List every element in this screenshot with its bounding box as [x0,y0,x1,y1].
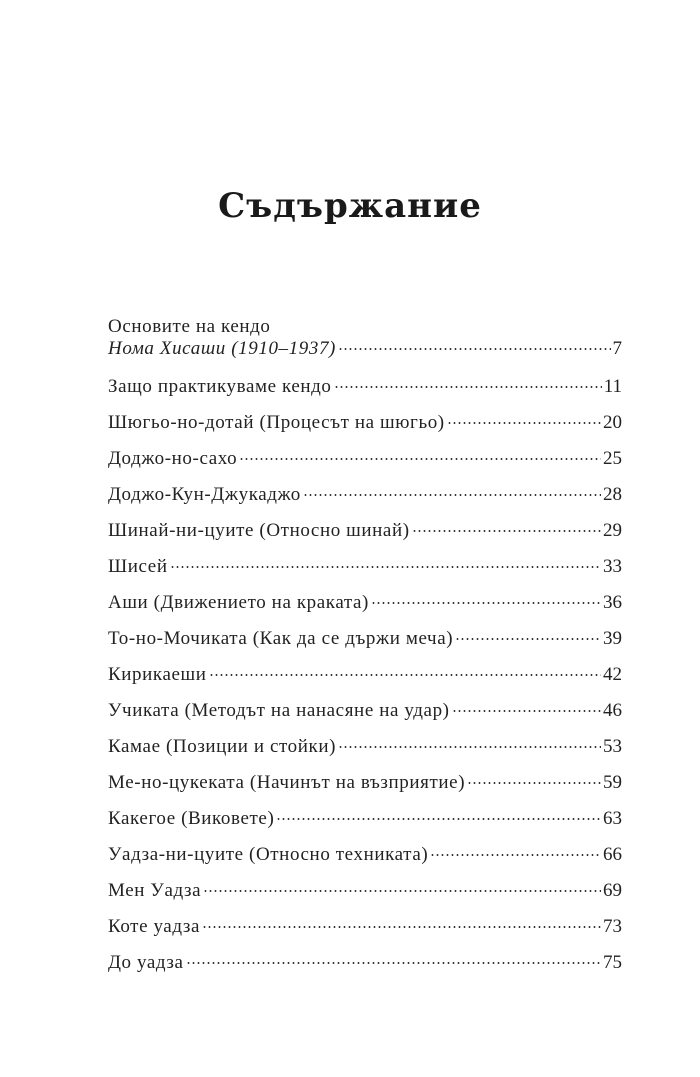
dot-leader [203,890,601,892]
dot-leader [412,530,601,532]
toc-entry [108,556,622,578]
toc-line [108,628,622,650]
dot-leader [202,926,601,928]
toc-entry-title: Доджо-Кун-Джукаджо [108,484,301,505]
toc-line [108,808,622,830]
toc-page-number: 46 [603,700,622,721]
toc-entry-title: Мен Уадза [108,880,202,901]
toc-page-number: 29 [603,520,622,541]
toc-list [108,376,622,974]
toc-page-number: 42 [603,664,622,685]
toc-page-number: 63 [603,808,622,829]
toc-entry-title: Кирикаеши [108,664,207,685]
toc-entry [108,808,622,830]
toc-entry-title: Учиката (Методът на нанасяне на удар) [108,700,450,721]
toc-line [108,664,622,686]
dot-leader [334,386,602,388]
toc-entry [108,484,622,506]
dot-leader [303,494,601,496]
toc-line [108,952,622,974]
toc-line [108,448,622,470]
toc-entry [108,844,622,866]
toc-entry [108,772,622,794]
toc-entry-title: Коте уадза [108,916,200,937]
toc-page-number: 59 [603,772,622,793]
toc-entry [108,664,622,686]
toc-entry [108,916,622,938]
toc-page-number: 25 [603,448,622,469]
toc-line [108,412,622,434]
toc-entry [108,700,622,722]
toc-entry-title: Аши (Движението на краката) [108,592,369,613]
toc-entry [108,736,622,758]
toc-entry [108,592,622,614]
dot-leader [170,566,601,568]
toc-page-number: 69 [603,880,622,901]
table-of-contents [108,316,622,988]
toc-line [108,520,622,542]
dot-leader [455,638,601,640]
toc-entry-title: Камае (Позиции и стойки) [108,736,337,757]
toc-entry-title: До уадза [108,952,184,973]
toc-entry-title: Защо практикуваме кендо [108,376,332,397]
page-title: Съдържание [218,186,482,226]
toc-line [108,736,622,758]
toc-line [108,772,622,794]
toc-entry-title: Шюгьо-но-дотай (Процесът на шюгьо) [108,412,445,433]
toc-line [108,484,622,506]
toc-entry-title: То-но-Мочиката (Как да се държи меча) [108,628,454,649]
toc-entry-title: Ме-но-цукеката (Начинът на възприятие) [108,772,466,793]
toc-page-number: 20 [603,412,622,433]
toc-entry [108,880,622,902]
dot-leader [447,422,601,424]
toc-entry [108,316,622,360]
dot-leader [186,962,601,964]
toc-line [108,880,622,902]
toc-entry [108,628,622,650]
toc-line [108,592,622,614]
dot-leader [430,854,601,856]
toc-entry-subtitle: Нома Хисаши (1910–1937) [108,338,336,359]
toc-line [108,376,622,398]
dot-leader [371,602,601,604]
toc-entry-title: Шисей [108,556,168,577]
toc-entry [108,952,622,974]
toc-page-number: 11 [603,376,622,397]
dot-leader [239,458,601,460]
toc-line [108,916,622,938]
dot-leader [338,746,601,748]
toc-entry-title: Шинай-ни-цуите (Относно шинай) [108,520,410,541]
toc-page-number: 73 [603,916,622,937]
dot-leader [338,348,611,350]
toc-entry-title: Какегое (Виковете) [108,808,275,829]
toc-line [108,338,622,360]
toc-page-number: 75 [603,952,622,973]
toc-line [108,844,622,866]
toc-entry [108,520,622,542]
toc-page-number: 39 [603,628,622,649]
dot-leader [209,674,601,676]
toc-page-number: 7 [612,338,622,359]
toc-entry [108,448,622,470]
toc-entry-title: Уадза-ни-цуите (Относно техниката) [108,844,429,865]
dot-leader [452,710,601,712]
toc-page-number: 36 [603,592,622,613]
toc-line [108,700,622,722]
toc-page-number: 28 [603,484,622,505]
toc-entry [108,412,622,434]
toc-page-number: 66 [603,844,622,865]
toc-entry [108,376,622,398]
toc-page-number: 53 [603,736,622,757]
toc-entry-title: Доджо-но-сахо [108,448,238,469]
toc-entry-heading: Основите на кендо [108,316,271,337]
toc-page-number: 33 [603,556,622,577]
dot-leader [467,782,601,784]
dot-leader [276,818,601,820]
toc-line [108,556,622,578]
